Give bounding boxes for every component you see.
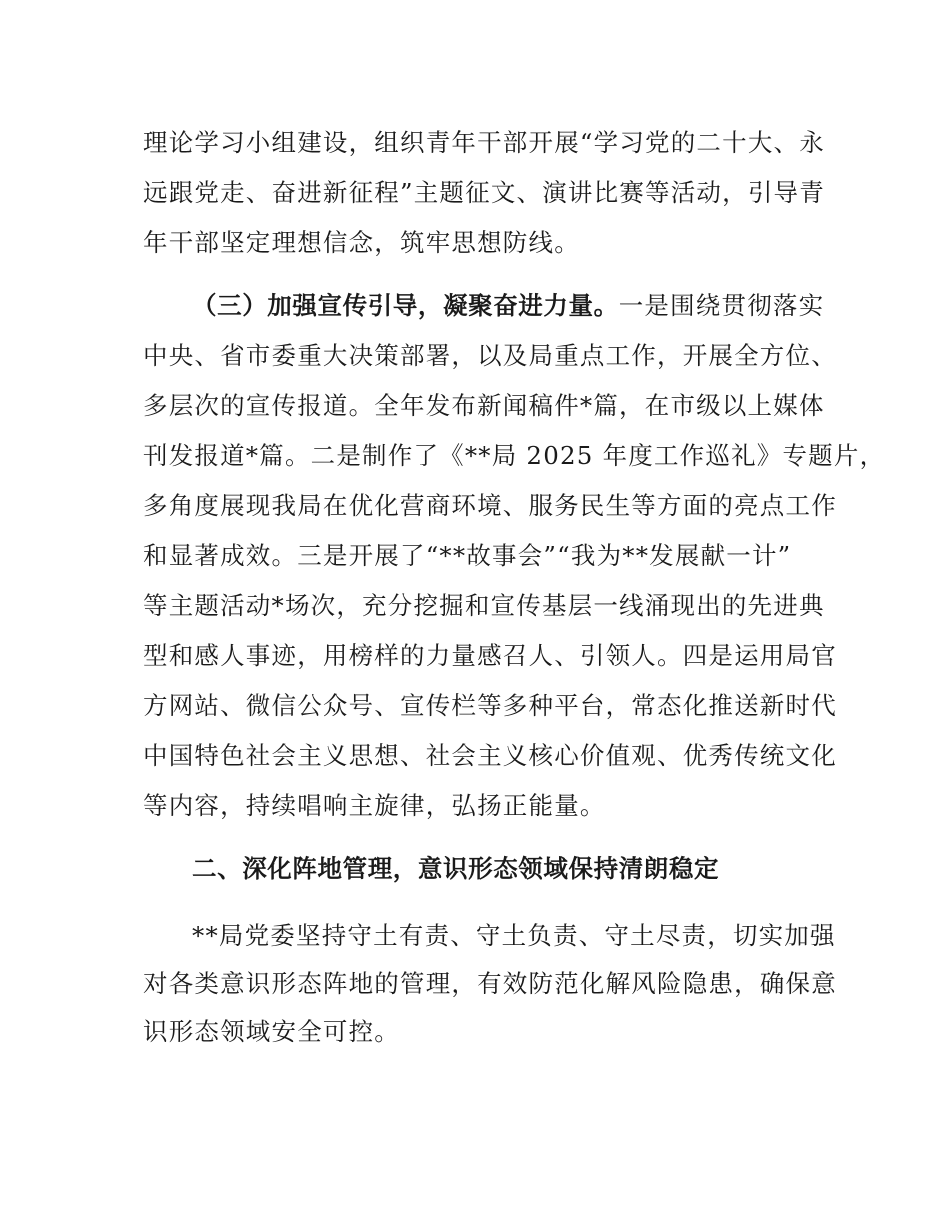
subheading: （三）加强宣传引导，凝聚奋进力量。 xyxy=(192,291,619,320)
paragraph-text: 一是围绕贯彻落实 xyxy=(618,291,825,320)
paragraph-line: 远跟党走、奋进新征程”主题征文、演讲比赛等活动，引导青 xyxy=(143,178,825,207)
paragraph-line: 多角度展现我局在优化营商环境、服务民生等方面的亮点工作 xyxy=(143,491,837,520)
paragraph-line: 中央、省市委重大决策部署，以及局重点工作，开展全方位、 xyxy=(143,341,837,370)
paragraph-line: 识形态领域安全可控。 xyxy=(143,1017,400,1046)
paragraph-line: 方网站、微信公众号、宣传栏等多种平台，常态化推送新时代 xyxy=(143,691,837,720)
paragraph-line: 刊发报道*篇。二是制作了《**局 2025 年度工作巡礼》专题片， xyxy=(143,441,886,470)
paragraph-line: 理论学习小组建设，组织青年干部开展“学习党的二十大、永 xyxy=(143,128,825,157)
section-heading: 二、深化阵地管理，意识形态领域保持清朗稳定 xyxy=(192,854,720,883)
paragraph-line: 型和感人事迹，用榜样的力量感召人、引领人。四是运用局官 xyxy=(143,641,837,670)
subheading-line xyxy=(192,290,824,322)
paragraph-line: 等内容，持续唱响主旋律，弘扬正能量。 xyxy=(143,791,606,820)
paragraph-line: **局党委坚持守土有责、守土负责、守土尽责，切实加强 xyxy=(192,921,836,950)
paragraph-line: 等主题活动*场次，充分挖掘和宣传基层一线涌现出的先进典 xyxy=(143,591,825,620)
paragraph-line: 中国特色社会主义思想、社会主义核心价值观、优秀传统文化 xyxy=(143,741,837,770)
paragraph-line: 对各类意识形态阵地的管理，有效防范化解风险隐患，确保意 xyxy=(143,969,837,998)
paragraph-line: 多层次的宣传报道。全年发布新闻稿件*篇，在市级以上媒体 xyxy=(143,391,825,420)
paragraph-line: 年干部坚定理想信念，筑牢思想防线。 xyxy=(143,228,580,257)
paragraph-line: 和显著成效。三是开展了“**故事会”“我为**发展献一计” xyxy=(143,541,792,570)
